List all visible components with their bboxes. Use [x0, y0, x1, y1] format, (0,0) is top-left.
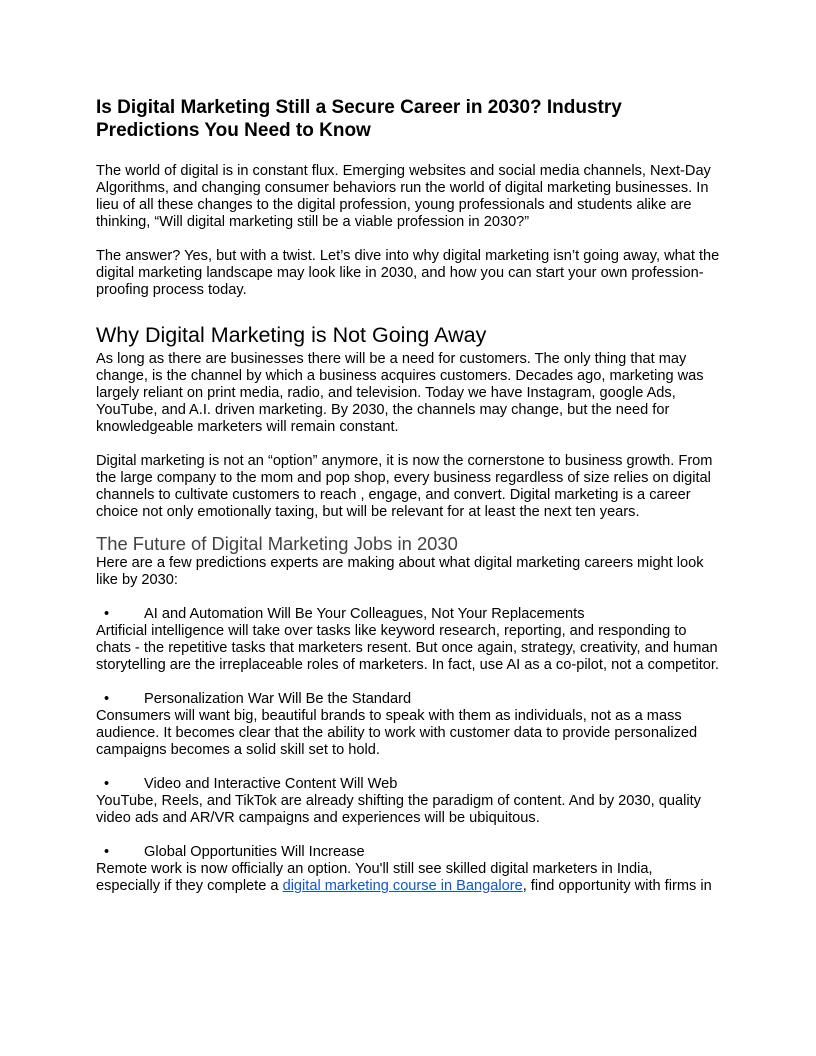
bullet-label: AI and Automation Will Be Your Colleagues, Not Your Replacements [144, 606, 585, 622]
section-heading-future: The Future of Digital Marketing Jobs in 2030 [96, 533, 458, 554]
bullet-body [96, 861, 720, 895]
body-text: Remote work is now officially an option. You'll still see skilled digital marketers in India, especially if they complete a [96, 861, 653, 894]
body-text: , find opportunity with firms in [522, 878, 712, 894]
bullet-item [96, 844, 720, 861]
bullet-body: Artificial intelligence will take over tasks like keyword research, reporting, and responding to chats - the repetitive tasks that marketers resent. But once again, strategy, creativity, and human storytelling are the irreplaceable roles of marketers. In fact, use AI as a co-pilot, not a competitor. [96, 623, 719, 673]
bullet-icon: • [104, 691, 110, 707]
section1-paragraph-2: Digital marketing is not an “option” anymore, it is now the cornerstone to business growth. From the large company to the mom and pop shop, every business regardless of size relies on digital channels to cultivate customers to reach , engage, and convert. Digital marketing is a career choice not only emotionally taxing, but will be relevant for at least the next ten years. [96, 453, 713, 520]
bullet-item [96, 776, 720, 793]
course-link[interactable]: digital marketing course in Bangalore [282, 878, 523, 894]
section-heading-why: Why Digital Marketing is Not Going Away [96, 323, 487, 347]
section2-intro: Here are a few predictions experts are making about what digital marketing careers might look like by 2030: [96, 555, 704, 588]
intro-paragraph-1: The world of digital is in constant flux. Emerging websites and social media channels, Next-Day Algorithms, and changing consumer behaviors run the world of digital marketing businesses. In lieu of all these changes to the digital profession, young professionals and students alike are thinking, “Will digital marketing still be a viable profession in 2030?” [96, 163, 711, 230]
bullet-label: Video and Interactive Content Will Web [144, 776, 398, 792]
bullet-label: Personalization War Will Be the Standard [144, 691, 412, 707]
bullet-icon: • [104, 844, 110, 860]
article-title: Is Digital Marketing Still a Secure Career in 2030? Industry Predictions You Need to Know [96, 97, 622, 141]
bullet-item [96, 691, 720, 708]
bullet-label: Global Opportunities Will Increase [144, 844, 365, 860]
bullet-icon: • [104, 606, 110, 622]
bullet-body: YouTube, Reels, and TikTok are already shifting the paradigm of content. And by 2030, quality video ads and AR/VR campaigns and experiences will be ubiquitous. [96, 793, 701, 826]
bullet-icon: • [104, 776, 110, 792]
bullet-item [96, 606, 720, 623]
intro-paragraph-2: The answer? Yes, but with a twist. Let’s dive into why digital marketing isn’t going away, what the digital marketing landscape may look like in 2030, and how you can start your own profession-proofing process today. [96, 248, 720, 298]
section1-paragraph-1: As long as there are businesses there will be a need for customers. The only thing that may change, is the channel by which a business acquires customers. Decades ago, marketing was largely reliant on print media, radio, and television. Today we have Instagram, google Ads, YouTube, and A.I. driven marketing. By 2030, the channels may change, but the need for knowledgeable marketers will remain constant. [96, 351, 704, 435]
bullet-body: Consumers will want big, beautiful brands to speak with them as individuals, not as a mass audience. It becomes clear that the ability to work with customer data to provide personalized campaigns becomes a solid skill set to hold. [96, 708, 698, 758]
document-page [96, 96, 720, 895]
